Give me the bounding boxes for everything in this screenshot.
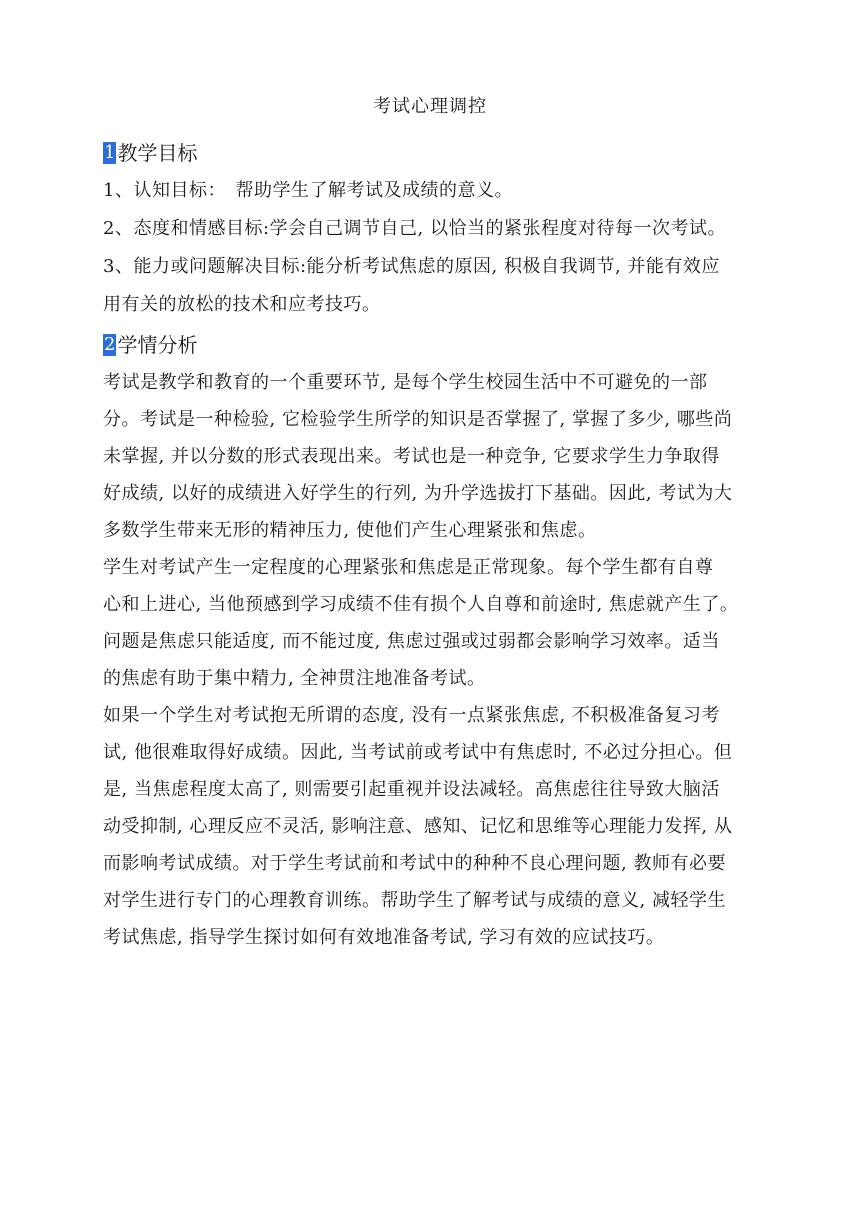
body-paragraph <box>103 364 783 549</box>
section-number-highlight: 1 <box>104 142 116 163</box>
paragraph-line: 问题是焦虑只能适度, 而不能过度, 焦虑过强或过弱都会影响学习效率。适当 <box>103 631 720 652</box>
paragraph-line: 多数学生带来无形的精神压力, 使他们产生心理紧张和焦虑。 <box>103 520 597 541</box>
objective-line: 3、能力或问题解决目标:能分析考试焦虑的原因, 积极自我调节, 并能有效应 <box>103 256 720 277</box>
paragraph-line: 分。考试是一种检验, 它检验学生所学的知识是否掌握了, 掌握了多少, 哪些尚 <box>103 409 733 430</box>
section-heading-learning-analysis <box>103 326 783 364</box>
paragraph-line: 考试焦虑, 指导学生探讨如何有效地准备考试, 学习有效的应试技巧。 <box>103 927 665 948</box>
paragraph-line: 的焦虑有助于集中精力, 全神贯注地准备考试。 <box>103 668 486 689</box>
paragraph-line: 对学生进行专门的心理教育训练。帮助学生了解考试与成绩的意义, 减轻学生 <box>103 890 726 911</box>
paragraph-line: 试, 他很难取得好成绩。因此, 当考试前或考试中有焦虑时, 不必过分担心。但 <box>103 742 733 763</box>
body-paragraph <box>103 697 783 956</box>
section-heading-text: 学情分析 <box>117 333 198 357</box>
paragraph-line: 动受抑制, 心理反应不灵活, 影响注意、感知、记忆和思维等心理能力发挥, 从 <box>103 816 733 837</box>
paragraph-line: 考试是教学和教育的一个重要环节, 是每个学生校园生活中不可避免的一部 <box>103 372 708 393</box>
paragraph-line: 是, 当焦虑程度太高了, 则需要引起重视并设法减轻。高焦虑往往导致大脑活 <box>103 779 720 800</box>
document-body <box>103 134 783 956</box>
section-heading-text: 教学目标 <box>117 141 198 165</box>
objective-line: 1、认知目标： 帮助学生了解考试及成绩的意义。 <box>103 180 513 201</box>
section-number-highlight: 2 <box>104 334 116 355</box>
objective-line: 用有关的放松的技术和应考技巧。 <box>103 294 381 315</box>
paragraph-line: 心和上进心, 当他预感到学习成绩不佳有损个人自尊和前途时, 焦虑就产生了。 <box>103 594 739 615</box>
paragraph-line: 而影响考试成绩。对于学生考试前和考试中的种种不良心理问题, 教师有必要 <box>103 853 726 874</box>
document-title: 考试心理调控 <box>373 96 487 117</box>
body-paragraph <box>103 549 783 697</box>
objective-line: 2、态度和情感目标:学会自己调节自己, 以恰当的紧张程度对待每一次考试。 <box>103 218 726 239</box>
paragraph-line: 学生对考试产生一定程度的心理紧张和焦虑是正常现象。每个学生都有自尊 <box>103 557 714 578</box>
paragraph-line: 未掌握, 并以分数的形式表现出来。考试也是一种竞争, 它要求学生力争取得 <box>103 446 720 467</box>
paragraph-line: 如果一个学生对考试抱无所谓的态度, 没有一点紧张焦虑, 不积极准备复习考 <box>103 705 720 726</box>
paragraph-line: 好成绩, 以好的成绩进入好学生的行列, 为升学选拔打下基础。因此, 考试为大 <box>103 483 733 504</box>
section-heading-teaching-goals <box>103 134 783 172</box>
